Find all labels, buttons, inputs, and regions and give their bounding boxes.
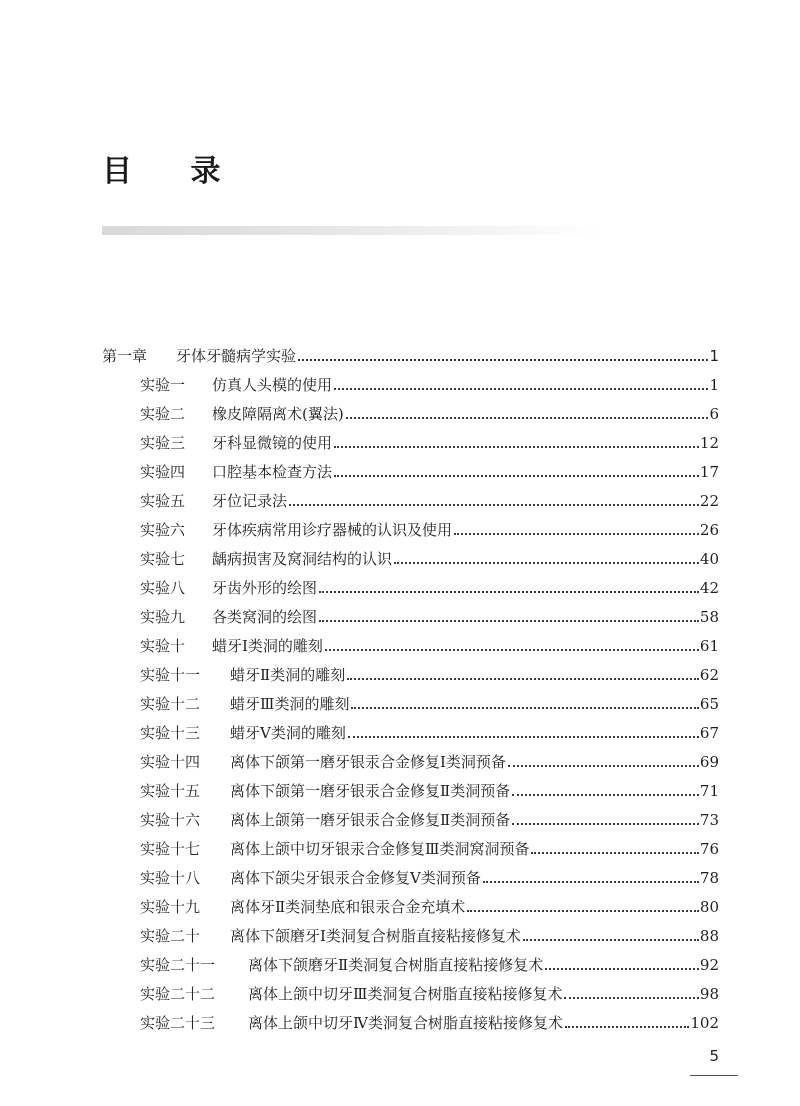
toc-entry[interactable]	[140, 946, 719, 975]
toc-entry-number: 实验十三	[140, 724, 201, 742]
toc-entry-number: 实验一	[140, 376, 186, 394]
toc-entry[interactable]	[140, 888, 719, 917]
toc-entry-title: 离体下颌磨牙Ⅰ类洞复合树脂直接粘接修复术	[230, 927, 521, 945]
toc-entry-number: 实验十七	[140, 840, 201, 858]
toc-leader-dots	[545, 968, 699, 970]
toc-entry-title: 离体下颌尖牙银汞合金修复Ⅴ类洞预备	[230, 869, 481, 887]
toc-entry-page: 1	[709, 376, 719, 394]
toc-entry-number: 实验二十	[140, 927, 201, 945]
toc-entry-title: 龋病损害及窝洞结构的认识	[212, 550, 393, 568]
toc-chapter-label	[102, 346, 296, 366]
toc-entry-title: 各类窝洞的绘图	[212, 608, 318, 626]
toc-entry-number: 实验八	[140, 579, 186, 597]
toc-entry-page: 61	[699, 637, 719, 655]
toc-leader-dots	[347, 678, 699, 680]
toc-entry-page: 76	[699, 840, 719, 858]
toc-entry-title: 口腔基本检查方法	[212, 463, 333, 481]
toc-entry-title: 离体下颌第一磨牙银汞合金修复Ⅱ类洞预备	[230, 782, 511, 800]
toc-entry-number: 实验九	[140, 608, 186, 626]
toc-entry-number: 实验二十三	[140, 1014, 216, 1032]
toc-entry-number: 实验二十一	[140, 956, 216, 974]
toc-entry-page: 78	[699, 869, 719, 887]
page-title: 目 录	[102, 154, 245, 189]
toc-entry-title: 牙位记录法	[212, 492, 288, 510]
toc-leader-dots	[289, 504, 699, 506]
toc-entry-page: 22	[699, 492, 719, 510]
toc-entry-page: 88	[699, 927, 719, 945]
toc-leader-dots	[334, 388, 708, 390]
page-number-rule	[690, 1075, 738, 1076]
toc-leader-dots	[512, 794, 699, 796]
toc-entry[interactable]	[140, 569, 719, 598]
toc-entry-number: 实验四	[140, 463, 186, 481]
toc-leader-dots	[348, 736, 699, 738]
toc-entry-page: 71	[699, 782, 719, 800]
toc-leader-dots	[454, 533, 699, 535]
toc-entry[interactable]	[140, 540, 719, 569]
toc-leader-dots	[512, 823, 699, 825]
toc-entry-page: 102	[690, 1014, 719, 1032]
toc-leader-dots	[508, 765, 699, 767]
toc-entry[interactable]	[140, 627, 719, 656]
toc-entry[interactable]	[140, 1004, 719, 1033]
toc-entry-page: 6	[709, 405, 719, 423]
toc-entry-page: 98	[699, 985, 719, 1003]
toc-entry-title: 离体上颌中切牙Ⅲ类洞复合树脂直接粘接修复术	[248, 985, 563, 1003]
toc-leader-dots	[319, 591, 699, 593]
toc-entry[interactable]	[140, 743, 719, 772]
toc-entry[interactable]	[140, 424, 719, 453]
toc-entry[interactable]	[140, 859, 719, 888]
toc-entry-number: 实验十一	[140, 666, 201, 684]
toc-entry[interactable]	[140, 772, 719, 801]
toc-entry-title: 离体上颌中切牙银汞合金修复Ⅲ类洞窝洞预备	[230, 840, 530, 858]
toc-entry-page: 40	[699, 550, 719, 568]
toc-entry-number: 实验二	[140, 405, 186, 423]
toc-entry[interactable]	[140, 917, 719, 946]
toc-leader-dots	[394, 562, 699, 564]
toc-entry-page: 73	[699, 811, 719, 829]
toc-entry[interactable]	[140, 482, 719, 511]
toc-entry[interactable]	[140, 975, 719, 1004]
toc-leader-dots	[346, 417, 709, 419]
toc-entry-title: 蜡牙Ⅰ类洞的雕刻	[212, 637, 323, 655]
toc-entry-title: 蜡牙Ⅲ类洞的雕刻	[230, 695, 350, 713]
toc-entry-number: 实验十五	[140, 782, 201, 800]
toc-entry[interactable]	[140, 714, 719, 743]
toc-leader-dots	[298, 359, 708, 361]
toc-entry-number: 实验十二	[140, 695, 201, 713]
toc-entry-title: 离体牙Ⅱ类洞垫底和银汞合金充填术	[230, 898, 466, 916]
toc-entry[interactable]	[140, 685, 719, 714]
toc-entry-number: 实验七	[140, 550, 186, 568]
toc-entry-title: 牙科显微镜的使用	[212, 434, 333, 452]
toc-entry[interactable]	[140, 598, 719, 627]
toc-entry-page: 26	[699, 521, 719, 539]
toc-entry[interactable]	[140, 830, 719, 859]
toc-entry-title: 离体下颌第一磨牙银汞合金修复Ⅰ类洞预备	[230, 753, 506, 771]
toc-entry-number: 实验六	[140, 521, 186, 539]
toc-leader-dots	[351, 707, 698, 709]
toc-leader-dots	[565, 1026, 689, 1028]
page-number: 5	[709, 1047, 719, 1065]
toc-entry-number: 实验五	[140, 492, 186, 510]
toc-chapter-number: 第一章	[102, 347, 148, 365]
toc-entry-number: 实验十九	[140, 898, 201, 916]
toc-entry-number: 实验十四	[140, 753, 201, 771]
toc-leader-dots	[334, 475, 699, 477]
toc-chapter-title: 牙体牙髓病学实验	[176, 347, 297, 365]
toc-entry-title: 离体下颌磨牙Ⅱ类洞复合树脂直接粘接修复术	[248, 956, 544, 974]
toc-entry-page: 62	[699, 666, 719, 684]
toc-entry-title: 牙体疾病常用诊疗器械的认识及使用	[212, 521, 453, 539]
toc-entry-page: 92	[699, 956, 719, 974]
toc-chapter-page: 1	[709, 347, 719, 365]
toc-entry[interactable]	[140, 395, 719, 424]
toc-entry-number: 实验十六	[140, 811, 201, 829]
toc-entry-title: 蜡牙Ⅴ类洞的雕刻	[230, 724, 346, 742]
toc-entry-title: 蜡牙Ⅱ类洞的雕刻	[230, 666, 346, 684]
toc-entry-number: 实验十	[140, 637, 186, 655]
toc-entry-page: 58	[699, 608, 719, 626]
toc-leader-dots	[523, 939, 699, 941]
toc-entry-number: 实验十八	[140, 869, 201, 887]
toc-entry-page: 80	[699, 898, 719, 916]
toc-entry-title: 牙齿外形的绘图	[212, 579, 318, 597]
toc-entry[interactable]	[140, 453, 719, 482]
toc-leader-dots	[467, 910, 699, 912]
toc-entry-page: 12	[699, 434, 719, 452]
toc-entry-page: 65	[699, 695, 719, 713]
toc-entry-title: 离体上颌中切牙Ⅳ类洞复合树脂直接粘接修复术	[248, 1014, 563, 1032]
toc-entry-number: 实验三	[140, 434, 186, 452]
toc-leader-dots	[334, 446, 699, 448]
toc-entry-page: 69	[699, 753, 719, 771]
toc-entry-title: 离体上颌第一磨牙银汞合金修复Ⅱ类洞预备	[230, 811, 511, 829]
toc-leader-dots	[483, 881, 699, 883]
toc-chapter-entry[interactable]	[102, 337, 719, 366]
toc-leader-dots	[531, 852, 698, 854]
toc-leader-dots	[325, 649, 699, 651]
toc-leader-dots	[564, 997, 698, 999]
toc-entry[interactable]	[140, 511, 719, 540]
toc-entry-title: 橡皮障隔离术(翼法)	[212, 405, 344, 423]
toc-entry-number: 实验二十二	[140, 985, 216, 1003]
toc-leader-dots	[319, 620, 699, 622]
toc-entry-page: 17	[699, 463, 719, 481]
toc-entry[interactable]	[140, 656, 719, 685]
toc-entry-title: 仿真人头模的使用	[212, 376, 333, 394]
title-underline-bar	[102, 226, 602, 235]
toc-entry[interactable]	[140, 366, 719, 395]
toc-entry[interactable]	[140, 801, 719, 830]
toc-entry-page: 42	[699, 579, 719, 597]
toc-entry-page: 67	[699, 724, 719, 742]
